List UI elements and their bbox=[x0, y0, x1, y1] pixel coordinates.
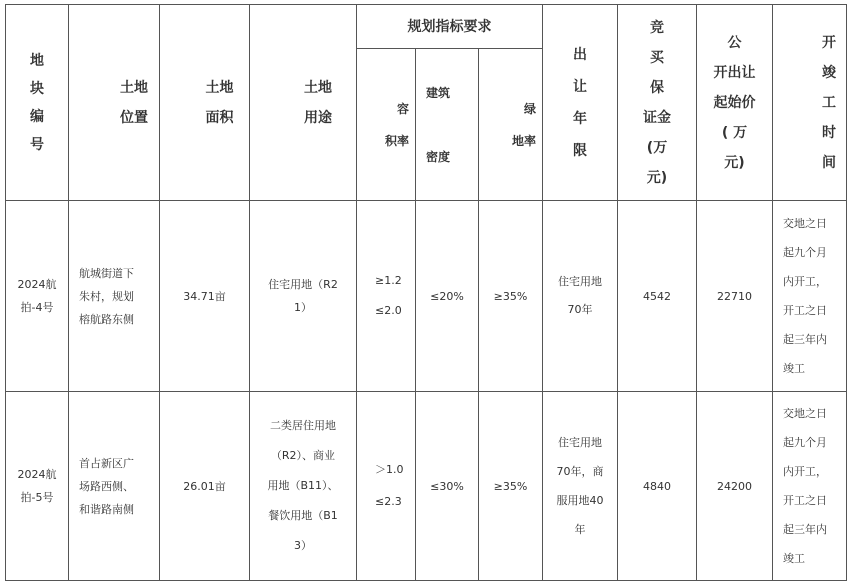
table-cell-usage: 二类居住用地 （R2）、商业 用地（B11）、 餐饮用地（B1 3） bbox=[267, 419, 339, 552]
header-planning-requirements: 规划指标要求 bbox=[407, 18, 492, 35]
table-cell-green-ratio: ≥35% bbox=[493, 289, 528, 303]
header-green-ratio: 绿 地率 bbox=[511, 101, 536, 148]
table-cell-floor-area-ratio: ≥1.2 ≤2.0 bbox=[375, 274, 402, 317]
table-cell-schedule: 交地之日 起九个月 内开工， 开工之日 起三年内 竣工 bbox=[783, 217, 827, 375]
table-cell-schedule: 交地之日 起九个月 内开工， 开工之日 起三年内 竣工 bbox=[783, 407, 827, 565]
header-transfer-term: 出 让 年 限 bbox=[573, 46, 587, 159]
table-cell-location: 航城街道下 朱村，规划 榕航路东侧 bbox=[79, 266, 134, 326]
table-cell-bid-deposit: 4840 bbox=[643, 479, 671, 493]
table-border-bottom bbox=[5, 580, 847, 581]
table-cell-location: 首占新区广 场路西侧、 和谐路南侧 bbox=[79, 456, 134, 516]
header-area: 土地 面积 bbox=[205, 79, 234, 126]
header-starting-price: 公 开出让 起始价 ( 万 元) bbox=[713, 34, 756, 171]
table-cell-starting-price: 24200 bbox=[717, 479, 752, 493]
header-usage: 土地 用途 bbox=[304, 79, 332, 126]
header-location: 土地 位置 bbox=[120, 79, 148, 126]
table-cell-bid-deposit: 4542 bbox=[643, 289, 671, 303]
table-cell-floor-area-ratio: ＞1.0 ≤2.3 bbox=[375, 463, 404, 508]
table-cell-usage: 住宅用地（R2 1） bbox=[268, 278, 338, 314]
table-cell-transfer-term: 住宅用地 70年，商 服用地40 年 bbox=[556, 436, 604, 536]
table-cell-block-no: 2024航 拍-5号 bbox=[17, 468, 57, 504]
header-floor-area-ratio: 容 积率 bbox=[384, 101, 409, 148]
table-cell-building-density: ≤20% bbox=[430, 289, 464, 303]
table-cell-transfer-term: 住宅用地 70年 bbox=[558, 275, 602, 316]
header-bid-deposit: 竞 买 保 证金 (万 元) bbox=[643, 19, 671, 186]
table-cell-green-ratio: ≥35% bbox=[493, 479, 528, 493]
table-border-right bbox=[846, 4, 847, 581]
header-construction-schedule: 开 竣 工 时 间 bbox=[822, 34, 836, 171]
table-cell-starting-price: 22710 bbox=[717, 289, 752, 303]
header-building-density: 建筑 密度 bbox=[426, 85, 451, 164]
header-block-no: 地 块 编 号 bbox=[30, 52, 44, 153]
table-cell-block-no: 2024航 拍-4号 bbox=[17, 278, 57, 314]
table-cell-area: 34.71亩 bbox=[183, 289, 226, 303]
table-cell-area: 26.01亩 bbox=[183, 479, 226, 493]
table-cell-building-density: ≤30% bbox=[430, 479, 464, 493]
